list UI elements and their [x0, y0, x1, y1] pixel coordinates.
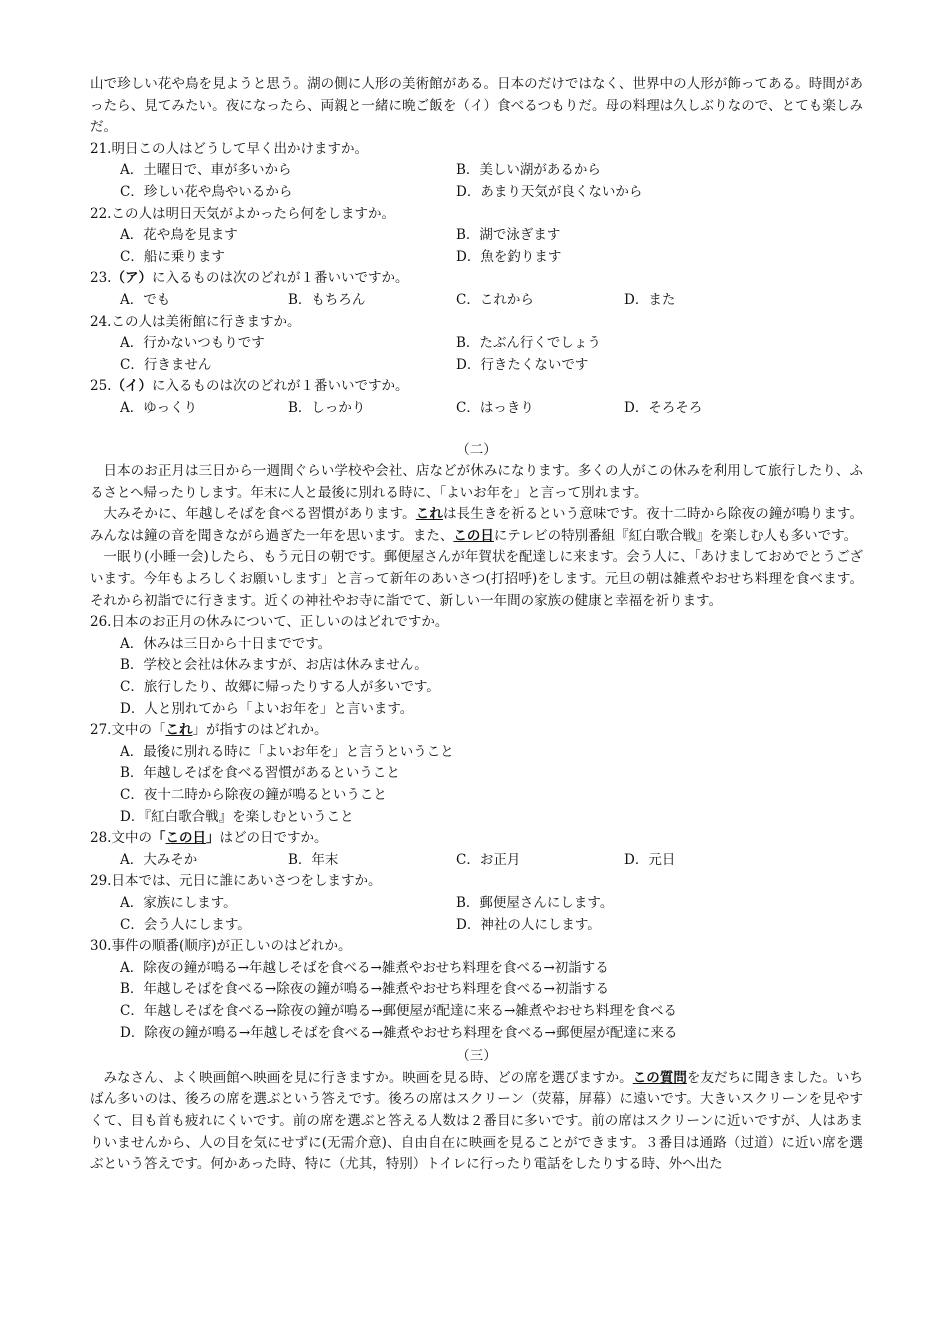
option-d: D．除夜の鐘が鳴る→年越しそばを食べる→雑煮やおせち料理を食べる→郵便屋が配達に来る: [120, 1024, 678, 1041]
option-d: D．あまり天気が良くないから: [456, 183, 643, 200]
question-28-options: [90, 850, 863, 872]
question-24: 24.この人は美術館に行きますか。: [90, 313, 301, 330]
option-c: C．船に乗ります: [120, 248, 225, 265]
option-d: D．また: [624, 291, 676, 308]
option-b: B．年越しそばを食べる→除夜の鐘が鳴る→雑煮やおせち料理を食べる→初詣する: [120, 981, 609, 998]
question-21: 21.明日この人はどうして早く出かけますか。: [90, 140, 368, 157]
question-22-options: [90, 225, 863, 268]
question-29: 29.日本では、元日に誰にあいさつをしますか。: [90, 873, 382, 890]
exam-page: [90, 74, 863, 1176]
option-b: B．美しい湖があるから: [456, 162, 601, 179]
underlined-kono-hi: この日: [453, 527, 494, 544]
question-26: 26.日本のお正月の休みについて、正しいのはどれですか。: [90, 614, 449, 631]
option-c: C．珍しい花や鳥やいるから: [120, 183, 293, 200]
question-24-options: [90, 333, 863, 376]
question-25: [90, 376, 863, 398]
option-d: D．『紅白歌合戦』を楽しむということ: [120, 808, 354, 825]
quote-close: 」: [205, 830, 220, 847]
underlined-kore: これ: [165, 722, 193, 739]
question-number: 25.: [90, 378, 112, 395]
question-text: に入るものは次のどれが１番いいですか。: [151, 378, 409, 395]
option-b: B．たぶん行くでしょう: [456, 335, 601, 352]
option-b: B．年越しそばを食べる習慣があるということ: [120, 765, 400, 782]
option-a: A．でも: [120, 291, 171, 308]
option-a: A．除夜の鐘が鳴る→年越しそばを食べる→雑煮やおせち料理を食べる→初詣する: [120, 959, 609, 976]
option-b: B．湖で泳ぎます: [456, 227, 561, 244]
option-c: C．はっきり: [456, 399, 534, 416]
question-text: 」が指すのはどれか。: [192, 722, 328, 739]
option-d: D．元日: [624, 851, 676, 868]
underlined-kono-shitsumon: この質問: [632, 1069, 687, 1086]
option-b: B．しっかり: [288, 399, 366, 416]
option-c: C．旅行したり、故郷に帰ったりする人が多いです。: [120, 679, 440, 696]
option-d: D．人と別れてから「よいお年を」と言います。: [120, 700, 414, 717]
question-28: [90, 828, 863, 850]
question-27-options: [90, 742, 863, 828]
paragraph-text: は長生きを祈るという意味です。夜十二時から除夜の鐘が鳴ります。みんなは鐘の音を聞きながら過ぎた一年を思います。また、: [90, 506, 864, 544]
passage-2-paragraph-2: [90, 504, 863, 547]
spacer: [90, 420, 863, 440]
underlined-kono-hi: この日: [165, 830, 206, 847]
paragraph-text: 大みそかに、年越しそばを食べる習慣があります。: [103, 506, 416, 523]
reading-passage-1-tail: 山で珍しい花や鳥を見ようと思う。湖の側に人形の美術館がある。日本のだけではなく、世界中の人形が飾ってある。時間があったら、見てみたい。夜になったら、両親と一緒に晩ご飯を（イ）食べるつもりだ。母の料理は久しぶりなので、とても楽しみだ。: [90, 76, 863, 136]
option-c: C．年越しそばを食べる→除夜の鐘が鳴る→郵便屋が配達に来る→雑煮やおせち料理を食べる: [120, 1002, 677, 1019]
question-23-options: [90, 290, 863, 312]
question-23: [90, 268, 863, 290]
option-b: B．学校と会社は休みますが、お店は休みません。: [120, 657, 428, 674]
quote-open: 「: [151, 830, 166, 847]
section-2-title: （二）: [456, 441, 497, 458]
option-d: D．神社の人にします。: [456, 916, 601, 933]
question-text: 28.文中の: [90, 830, 152, 847]
blank-marker: （ア）: [111, 270, 152, 287]
paragraph-text: を友だちに聞きました。いちばん多いのは、後ろの席を選ぶという答えです。後ろの席はスクリーン（荧幕，屏幕）に遠いです。大きいスクリーンを見やすくて、目も首も疲れにくいです。前の席を選ぶと答える人数は２番目に多いです。前の席はスクリーンに近いですが、人はあまりいませんから、人の目を気にせずに(无需介意)、自由自在に映画を見ることができます。３番目は通路（过道）に近い席を選ぶという答えです。何かあった時、特に（尤其，特别）トイレに行ったり電話をしたりする時、外へ出た: [90, 1069, 864, 1173]
question-22: 22.この人は明日天気がよかったら何をしますか。: [90, 205, 395, 222]
passage-2-paragraph-1: 日本のお正月は三日から一週間ぐらい学校や会社、店などが休みになります。多くの人がこの休みを利用して旅行したり、ふるさとへ帰ったりします。年末に人と最後に別れる時に、「よいお年を」と言って別れます。: [90, 463, 863, 501]
option-a: A．家族にします。: [120, 894, 237, 911]
option-d: D．そろそろ: [624, 399, 703, 416]
question-30: 30.事件の順番(顺序)が正しいのはどれか。: [90, 938, 352, 955]
option-b: B．もちろん: [288, 291, 366, 308]
question-text: に入るものは次のどれが１番いいですか。: [151, 270, 409, 287]
option-c: C．夜十二時から除夜の鐘が鳴るということ: [120, 787, 387, 803]
question-25-options: [90, 398, 863, 420]
option-c: C．お正月: [456, 851, 521, 868]
question-number: 23.: [90, 270, 112, 287]
section-3-title: （三）: [456, 1048, 497, 1065]
question-text: 27.文中の「: [90, 722, 166, 739]
option-b: B．郵便屋さんにします。: [456, 894, 614, 911]
option-c: C．行きません: [120, 356, 212, 373]
question-30-options: [90, 958, 863, 1044]
question-26-options: [90, 634, 863, 720]
paragraph-text: みなさん、よく映画館へ映画を見に行きますか。映画を見る時、どの席を選びますか。: [103, 1069, 633, 1086]
option-a: A．最後に別れる時に「よいお年を」と言うということ: [120, 743, 454, 760]
option-a: A．休みは三日から十日までです。: [120, 635, 332, 652]
option-a: A．土曜日で、車が多いから: [120, 162, 292, 179]
paragraph-text: にテレビの特別番組『紅白歌合戦』を楽しむ人も多いです。: [493, 527, 858, 544]
question-27: [90, 720, 863, 742]
option-a: A．大みそか: [120, 851, 198, 868]
option-d: D．行きたくないです: [456, 356, 589, 373]
option-d: D．魚を釣ります: [456, 248, 562, 265]
question-text: はどの日ですか。: [219, 830, 328, 847]
question-29-options: [90, 893, 863, 936]
option-c: C．これから: [456, 291, 534, 308]
option-a: A．ゆっくり: [120, 399, 198, 416]
passage-2-paragraph-3: 一眠り(小睡一会)したら、もう元日の朝です。郵便屋さんが年賀状を配達しに来ます。会う人に、「あけましておめでとうございます。今年もよろしくお願いします」と言って新年のあいさつ(打招呼)をします。元旦の朝は雑煮やおせち料理を食べます。それから初詣でに行きます。近くの神社やお寺に詣でて、新しい一年間の家族の健康と幸福を祈ります。: [90, 549, 863, 609]
option-a: A．花や鳥を見ます: [120, 227, 238, 244]
question-21-options: [90, 160, 863, 203]
option-b: B．年末: [288, 851, 339, 868]
option-a: A．行かないつもりです: [120, 335, 265, 352]
option-c: C．会う人にします。: [120, 916, 251, 933]
underlined-kore: これ: [415, 506, 443, 523]
passage-3-paragraph-1: [90, 1068, 863, 1176]
blank-marker: （イ）: [111, 378, 152, 395]
